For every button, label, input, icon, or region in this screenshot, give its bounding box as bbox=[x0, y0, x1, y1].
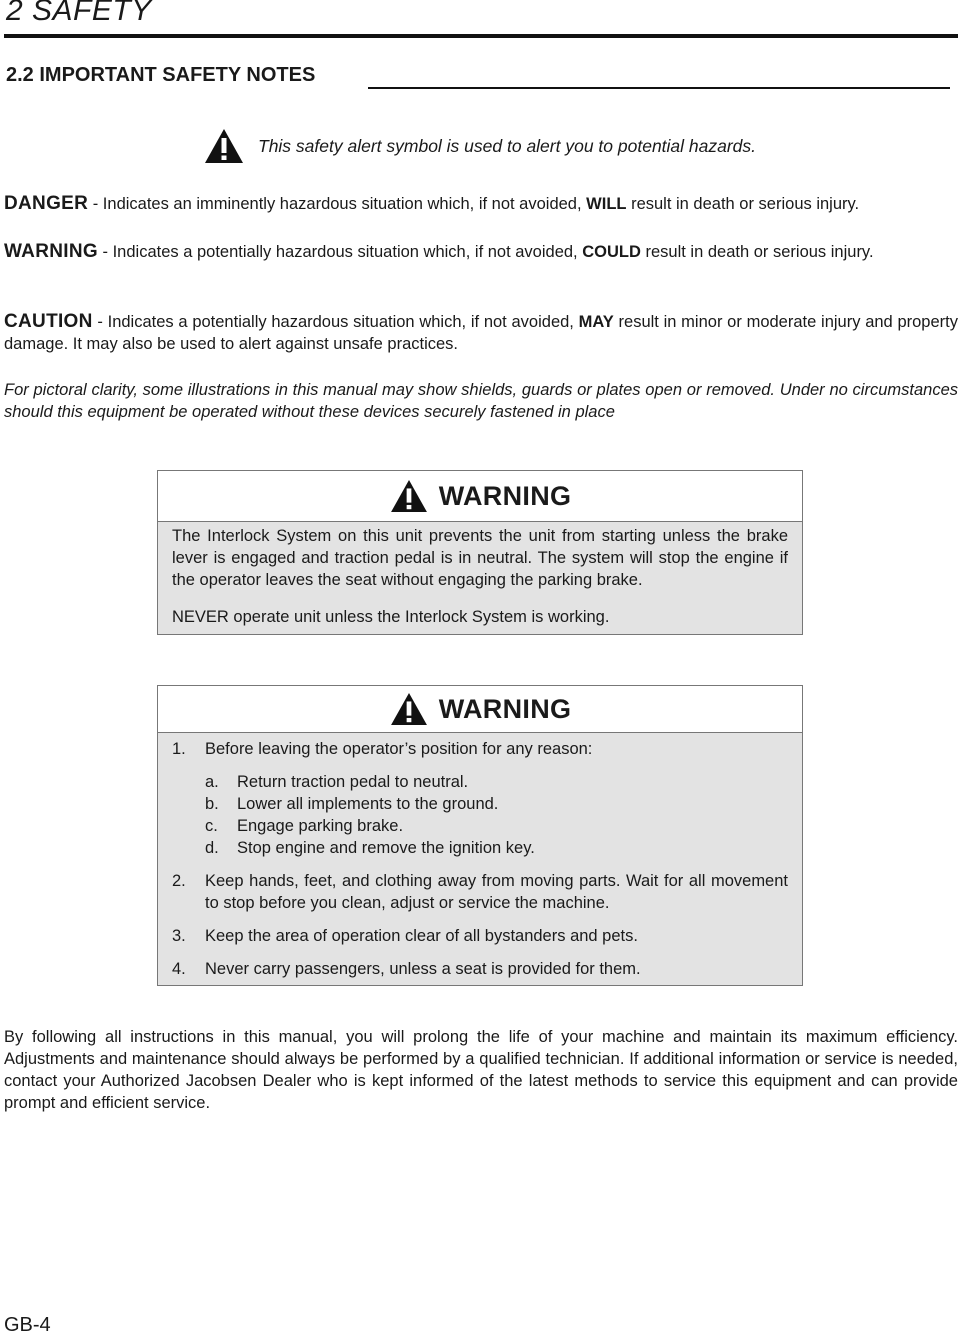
list-item-text: Keep the area of operation clear of all bystanders and pets. bbox=[205, 927, 638, 945]
sub-list-item bbox=[205, 771, 788, 793]
danger-keyword: DANGER bbox=[4, 193, 89, 214]
danger-text: - Indicates an imminently hazardous situation which, if not avoided, bbox=[88, 195, 587, 213]
leaving-position-warning-box bbox=[157, 685, 803, 986]
section-underline bbox=[368, 87, 950, 89]
sub-item-text: Stop engine and remove the ignition key. bbox=[237, 839, 535, 857]
caution-text: - Indicates a potentially hazardous situation which, if not avoided, bbox=[92, 313, 579, 331]
chapter-title: 2 SAFETY bbox=[6, 0, 152, 27]
sub-list-item bbox=[205, 793, 788, 815]
chapter-rule bbox=[4, 34, 958, 38]
caution-text-end: result in minor or moderate injury and property damage. It may also be used to alert against unsafe practices. bbox=[4, 313, 958, 353]
sub-item-letter: a. bbox=[205, 773, 219, 791]
interlock-never-paragraph: NEVER operate unit unless the Interlock System is working. bbox=[172, 608, 610, 626]
danger-text-end: result in death or serious injury. bbox=[626, 195, 860, 213]
warning-text-end: result in death or serious injury. bbox=[640, 243, 874, 261]
warning-emphasis: COULD bbox=[582, 243, 641, 261]
clarity-note: For pictoral clarity, some illustrations in this manual may show shields, guards or plates open or removed. Under no circumstances should this equipment be operated without these devices securely fastened in place bbox=[4, 381, 958, 421]
list-item bbox=[172, 925, 788, 947]
sub-item-letter: b. bbox=[205, 795, 219, 813]
danger-emphasis: WILL bbox=[586, 195, 627, 213]
warning-triangle-icon bbox=[204, 128, 244, 164]
page-number: GB-4 bbox=[4, 1314, 51, 1336]
warning-triangle-icon bbox=[389, 479, 429, 513]
sub-item-text: Lower all implements to the ground. bbox=[237, 795, 499, 813]
interlock-warning-box bbox=[157, 470, 803, 635]
list-item-number: 1. bbox=[172, 740, 186, 758]
list-item-text: Keep hands, feet, and clothing away from moving parts. Wait for all movement to stop before you clean, adjust or service the machine. bbox=[205, 872, 788, 912]
sub-item-text: Return traction pedal to neutral. bbox=[237, 773, 469, 791]
danger-definition bbox=[4, 193, 958, 215]
list-item bbox=[172, 870, 788, 914]
alert-symbol-note bbox=[204, 128, 756, 164]
sub-item-letter: d. bbox=[205, 839, 219, 857]
warning-box-title: WARNING bbox=[438, 480, 572, 511]
warning-box-header bbox=[158, 686, 802, 733]
list-item-text: Never carry passengers, unless a seat is provided for them. bbox=[205, 960, 641, 978]
section-title: 2.2 IMPORTANT SAFETY NOTES bbox=[6, 64, 316, 86]
sub-item-text: Engage parking brake. bbox=[237, 817, 404, 835]
warning-box-header bbox=[158, 471, 802, 522]
list-item bbox=[172, 738, 788, 760]
caution-emphasis: MAY bbox=[578, 313, 614, 331]
list-item bbox=[172, 958, 788, 980]
interlock-paragraph: The Interlock System on this unit prevents the unit from starting unless the brake lever is engaged and traction pedal is in neutral. The system will stop the engine if the operator leaves the seat without engaging the parking brake. bbox=[172, 527, 788, 589]
alert-symbol-text: This safety alert symbol is used to alert you to potential hazards. bbox=[258, 135, 757, 156]
warning-definition bbox=[4, 241, 958, 263]
list-item-text: Before leaving the operator’s position for any reason: bbox=[205, 740, 593, 758]
warning-text: - Indicates a potentially hazardous situation which, if not avoided, bbox=[97, 243, 583, 261]
closing-paragraph: By following all instructions in this manual, you will prolong the life of your machine and maintain its maximum efficiency. Adjustments and maintenance should always be performed by a qualified technician. If additional information or service is needed, contact your Authorized Jacobsen Dealer who is kept informed of the latest methods to service this equipment and can provide prompt and efficient service. bbox=[4, 1028, 958, 1112]
warning-triangle-icon bbox=[389, 692, 429, 726]
sub-list-item bbox=[205, 837, 788, 859]
caution-keyword: CAUTION bbox=[4, 311, 93, 332]
sub-item-letter: c. bbox=[205, 817, 218, 835]
list-item-number: 3. bbox=[172, 927, 186, 945]
list-item-number: 2. bbox=[172, 872, 186, 890]
warning-box-title: WARNING bbox=[438, 693, 572, 724]
sub-list-item bbox=[205, 815, 788, 837]
list-item-number: 4. bbox=[172, 960, 186, 978]
warning-keyword: WARNING bbox=[4, 241, 98, 262]
caution-definition bbox=[4, 311, 958, 355]
